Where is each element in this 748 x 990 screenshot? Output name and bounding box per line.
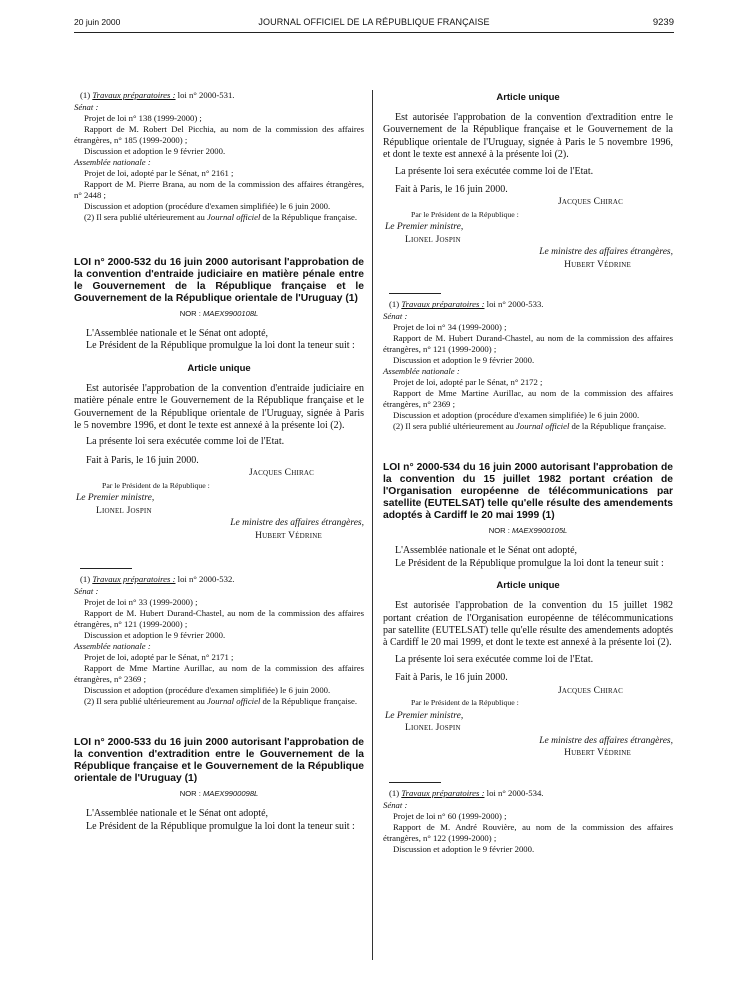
header-rule <box>74 32 674 33</box>
column-divider <box>372 90 373 960</box>
footnotes-2000-534: (1) Travaux préparatoires : loi n° 2000-534. Sénat : Projet de loi n° 60 (1999-2000) ; Rapport de M. André Rouvière, au nom de la commission des affaires étrangères, n° 122 (1999-2000) ; Discussion et adoption le 9 février 2000. <box>383 787 673 854</box>
article-heading: Article unique <box>496 92 560 103</box>
article-heading: Article unique <box>187 362 251 374</box>
nor-code: NOR : MAEX9900105L <box>488 526 568 536</box>
nor-code: NOR : MAEX9900098L <box>179 789 259 799</box>
signatures: Jacques Chirac Par le Président de la République : Le Premier ministre, Lionel Jospin Le ministre des affaires étrangères, Hubert Védrine <box>76 468 364 541</box>
page-header <box>74 17 674 31</box>
law-title-2000-534: LOI n° 2000-534 du 16 juin 2000 autorisant l'approbation de la convention du 15 juillet 1982 portant création de l'Organisation européenne de télécommunications par satellite (EUTELSAT) telle qu'elle résulte des amendements adoptés à Cardiff le 20 mai 1999 (1) <box>383 462 673 522</box>
footnote-separator <box>80 568 132 569</box>
law-title-2000-533: LOI n° 2000-533 du 16 juin 2000 autorisant l'approbation de la convention d'extradition entre le Gouvernement de la République française et le Gouvernement de la République orientale de l'Uruguay (1) <box>74 737 364 785</box>
law-title-2000-532: LOI n° 2000-532 du 16 juin 2000 autorisant l'approbation de la convention d'entraide judiciaire en matière pénale entre le Gouvernement de la République française et le Gouvernement de la République orientale de l'Uruguay (1) <box>74 257 364 304</box>
header-date: 20 juin 2000 <box>74 17 121 27</box>
signatures: Jacques Chirac Par le Président de la République : Le Premier ministre, Lionel Jospin Le ministre des affaires étrangères, Hubert Védrine <box>385 685 673 759</box>
footnote-separator <box>389 782 441 783</box>
footnote-separator <box>389 293 441 294</box>
nor-code: NOR : MAEX9900108L <box>179 309 259 318</box>
article-heading: Article unique <box>496 580 560 592</box>
page-number: 9239 <box>652 17 674 28</box>
left-column: (1) Travaux préparatoires : loi n° 2000-531. Sénat : Projet de loi n° 138 (1999-2000) ; Rapport de M. Robert Del Picchia, au nom de la commission des affaires étrangères, n° 185 (1999-2000) ; Discussion et adoption le 9 février 2000. Assemblée nationale : Projet de loi, adopté par le Sénat, n° 2161 ; Rapport de M. Pierre Brana, au nom de la commission des affaires étrangères, n° 2448 ; Discussion et adoption (procédure d'examen simplifiée) le 6 juin 2000. (2) Il sera publié ultérieurement au Journal officiel de la République française. LOI n° 2000-532 du 16 juin 2000 autorisant l'approbation de la convention d'entraide judiciaire en matière pénale entre le Gouvernement de la République française et le Gouvernement de la République orientale de l'Uruguay (1) NOR : MAEX9900108L L'Assemblée nationale et le Sénat ont adopté, Le Président de la République promulgue la loi dont la teneur suit : Article unique Est autorisée l'approbation de la convention d'entraide judiciaire en matière pénale entre le Gouvernement de la République française et le Gouvernement de la République orientale de l'Uruguay, signée à Paris le 5 novembre 1996, et dont le texte est annexé à la présente loi (2). La présente loi sera exécutée comme loi de l'Etat. Fait à Paris, le 16 juin 2000. Jacques Chirac Par le Président de la République : Le Premier ministre, Lionel Jospin Le ministre des affaires étrangères, Hubert Védrine (1) Travaux préparatoires : loi n° 2000-532. Sénat : Projet de loi n° 33 (1999-2000) ; Rapport de M. Hubert Durand-Chastel, au nom de la commission des affaires étrangères, n° 121 (1999-2000) ; Discussion et adoption le 9 février 2000. Assemblée nationale : Projet de loi, adopté par le Sénat, n° 2171 ; Rapport de Mme Martine Aurillac, au nom de la commission des affaires étrangères, n° 2369 ; Discussion et adoption (procédure d'examen simplifiée) le 6 juin 2000. (2) Il sera publié ultérieurement au Journal officiel de la République française. LOI n° 2000-533 du 16 juin 2000 autorisant l'approbation de la convention d'extradition entre le Gouvernement de la République française et le Gouvernement de la République orientale de l'Uruguay (1) NOR : MAEX9900098L L'Assemblée nationale et le Sénat ont adopté, Le Président de la République promulgue la loi dont la teneur suit : <box>74 90 364 832</box>
signatures: Jacques Chirac Par le Président de la République : Le Premier ministre, Lionel Jospin Le ministre des affaires étrangères, Hubert Védrine <box>385 197 673 270</box>
journal-title: JOURNAL OFFICIEL DE LA RÉPUBLIQUE FRANÇAISE <box>258 17 490 27</box>
footnotes-2000-533: (1) Travaux préparatoires : loi n° 2000-533. Sénat : Projet de loi n° 34 (1999-2000) ; Rapport de M. Hubert Durand-Chastel, au nom de la commission des affaires étrangères, n° 121 (1999-2000) ; Discussion et adoption le 9 février 2000. Assemblée nationale : Projet de loi, adopté par le Sénat, n° 2172 ; Rapport de Mme Martine Aurillac, au nom de la commission des affaires étrangères, n° 2369 ; Discussion et adoption (procédure d'examen simplifiée) le 6 juin 2000. (2) Il sera publié ultérieurement au Journal officiel de la République française. <box>383 299 673 432</box>
footnotes-2000-531: (1) Travaux préparatoires : loi n° 2000-531. Sénat : Projet de loi n° 138 (1999-2000) ; Rapport de M. Robert Del Picchia, au nom de la commission des affaires étrangères, n° 185 (1999-2000) ; Discussion et adoption le 9 février 2000. Assemblée nationale : Projet de loi, adopté par le Sénat, n° 2161 ; Rapport de M. Pierre Brana, au nom de la commission des affaires étrangères, n° 2448 ; Discussion et adoption (procédure d'examen simplifiée) le 6 juin 2000. (2) Il sera publié ultérieurement au Journal officiel de la République française. <box>74 90 364 222</box>
footnotes-2000-532: (1) Travaux préparatoires : loi n° 2000-532. Sénat : Projet de loi n° 33 (1999-2000) ; Rapport de M. Hubert Durand-Chastel, au nom de la commission des affaires étrangères, n° 121 (1999-2000) ; Discussion et adoption le 9 février 2000. Assemblée nationale : Projet de loi, adopté par le Sénat, n° 2171 ; Rapport de Mme Martine Aurillac, au nom de la commission des affaires étrangères, n° 2369 ; Discussion et adoption (procédure d'examen simplifiée) le 6 juin 2000. (2) Il sera publié ultérieurement au Journal officiel de la République française. <box>74 574 364 707</box>
right-column: Article unique Est autorisée l'approbation de la convention d'extradition entre le Gouvernement de la République française et le Gouvernement de la République orientale de l'Uruguay, signée à Paris le 5 novembre 1996, et dont le texte est annexé à la présente loi (2). La présente loi sera exécutée comme loi de l'Etat. Fait à Paris, le 16 juin 2000. Jacques Chirac Par le Président de la République : Le Premier ministre, Lionel Jospin Le ministre des affaires étrangères, Hubert Védrine (1) Travaux préparatoires : loi n° 2000-533. Sénat : Projet de loi n° 34 (1999-2000) ; Rapport de M. Hubert Durand-Chastel, au nom de la commission des affaires étrangères, n° 121 (1999-2000) ; Discussion et adoption le 9 février 2000. Assemblée nationale : Projet de loi, adopté par le Sénat, n° 2172 ; Rapport de Mme Martine Aurillac, au nom de la commission des affaires étrangères, n° 2369 ; Discussion et adoption (procédure d'examen simplifiée) le 6 juin 2000. (2) Il sera publié ultérieurement au Journal officiel de la République française. LOI n° 2000-534 du 16 juin 2000 autorisant l'approbation de la convention du 15 juillet 1982 portant création de l'Organisation européenne de télécommunications par satellite (EUTELSAT) telle qu'elle résulte des amendements adoptés à Cardiff le 20 mai 1999 (1) NOR : MAEX9900105L L'Assemblée nationale et le Sénat ont adopté, Le Président de la République promulgue la loi dont la teneur suit : Article unique Est autorisée l'approbation de la convention du 15 juillet 1982 portant création de l'Organisation européenne de télécommunications par satellite (EUTELSAT) telle qu'elle résulte des amendements adoptés à Cardiff le 20 mai 1999, et dont le texte est annexé à la présente loi (2). La présente loi sera exécutée comme loi de l'Etat. Fait à Paris, le 16 juin 2000. Jacques Chirac Par le Président de la République : Le Premier ministre, Lionel Jospin Le ministre des affaires étrangères, Hubert Védrine (1) Travaux préparatoires : loi n° 2000-534. Sénat : Projet de loi n° 60 (1999-2000) ; Rapport de M. André Rouvière, au nom de la commission des affaires étrangères, n° 122 (1999-2000) ; Discussion et adoption le 9 février 2000. <box>383 92 673 854</box>
